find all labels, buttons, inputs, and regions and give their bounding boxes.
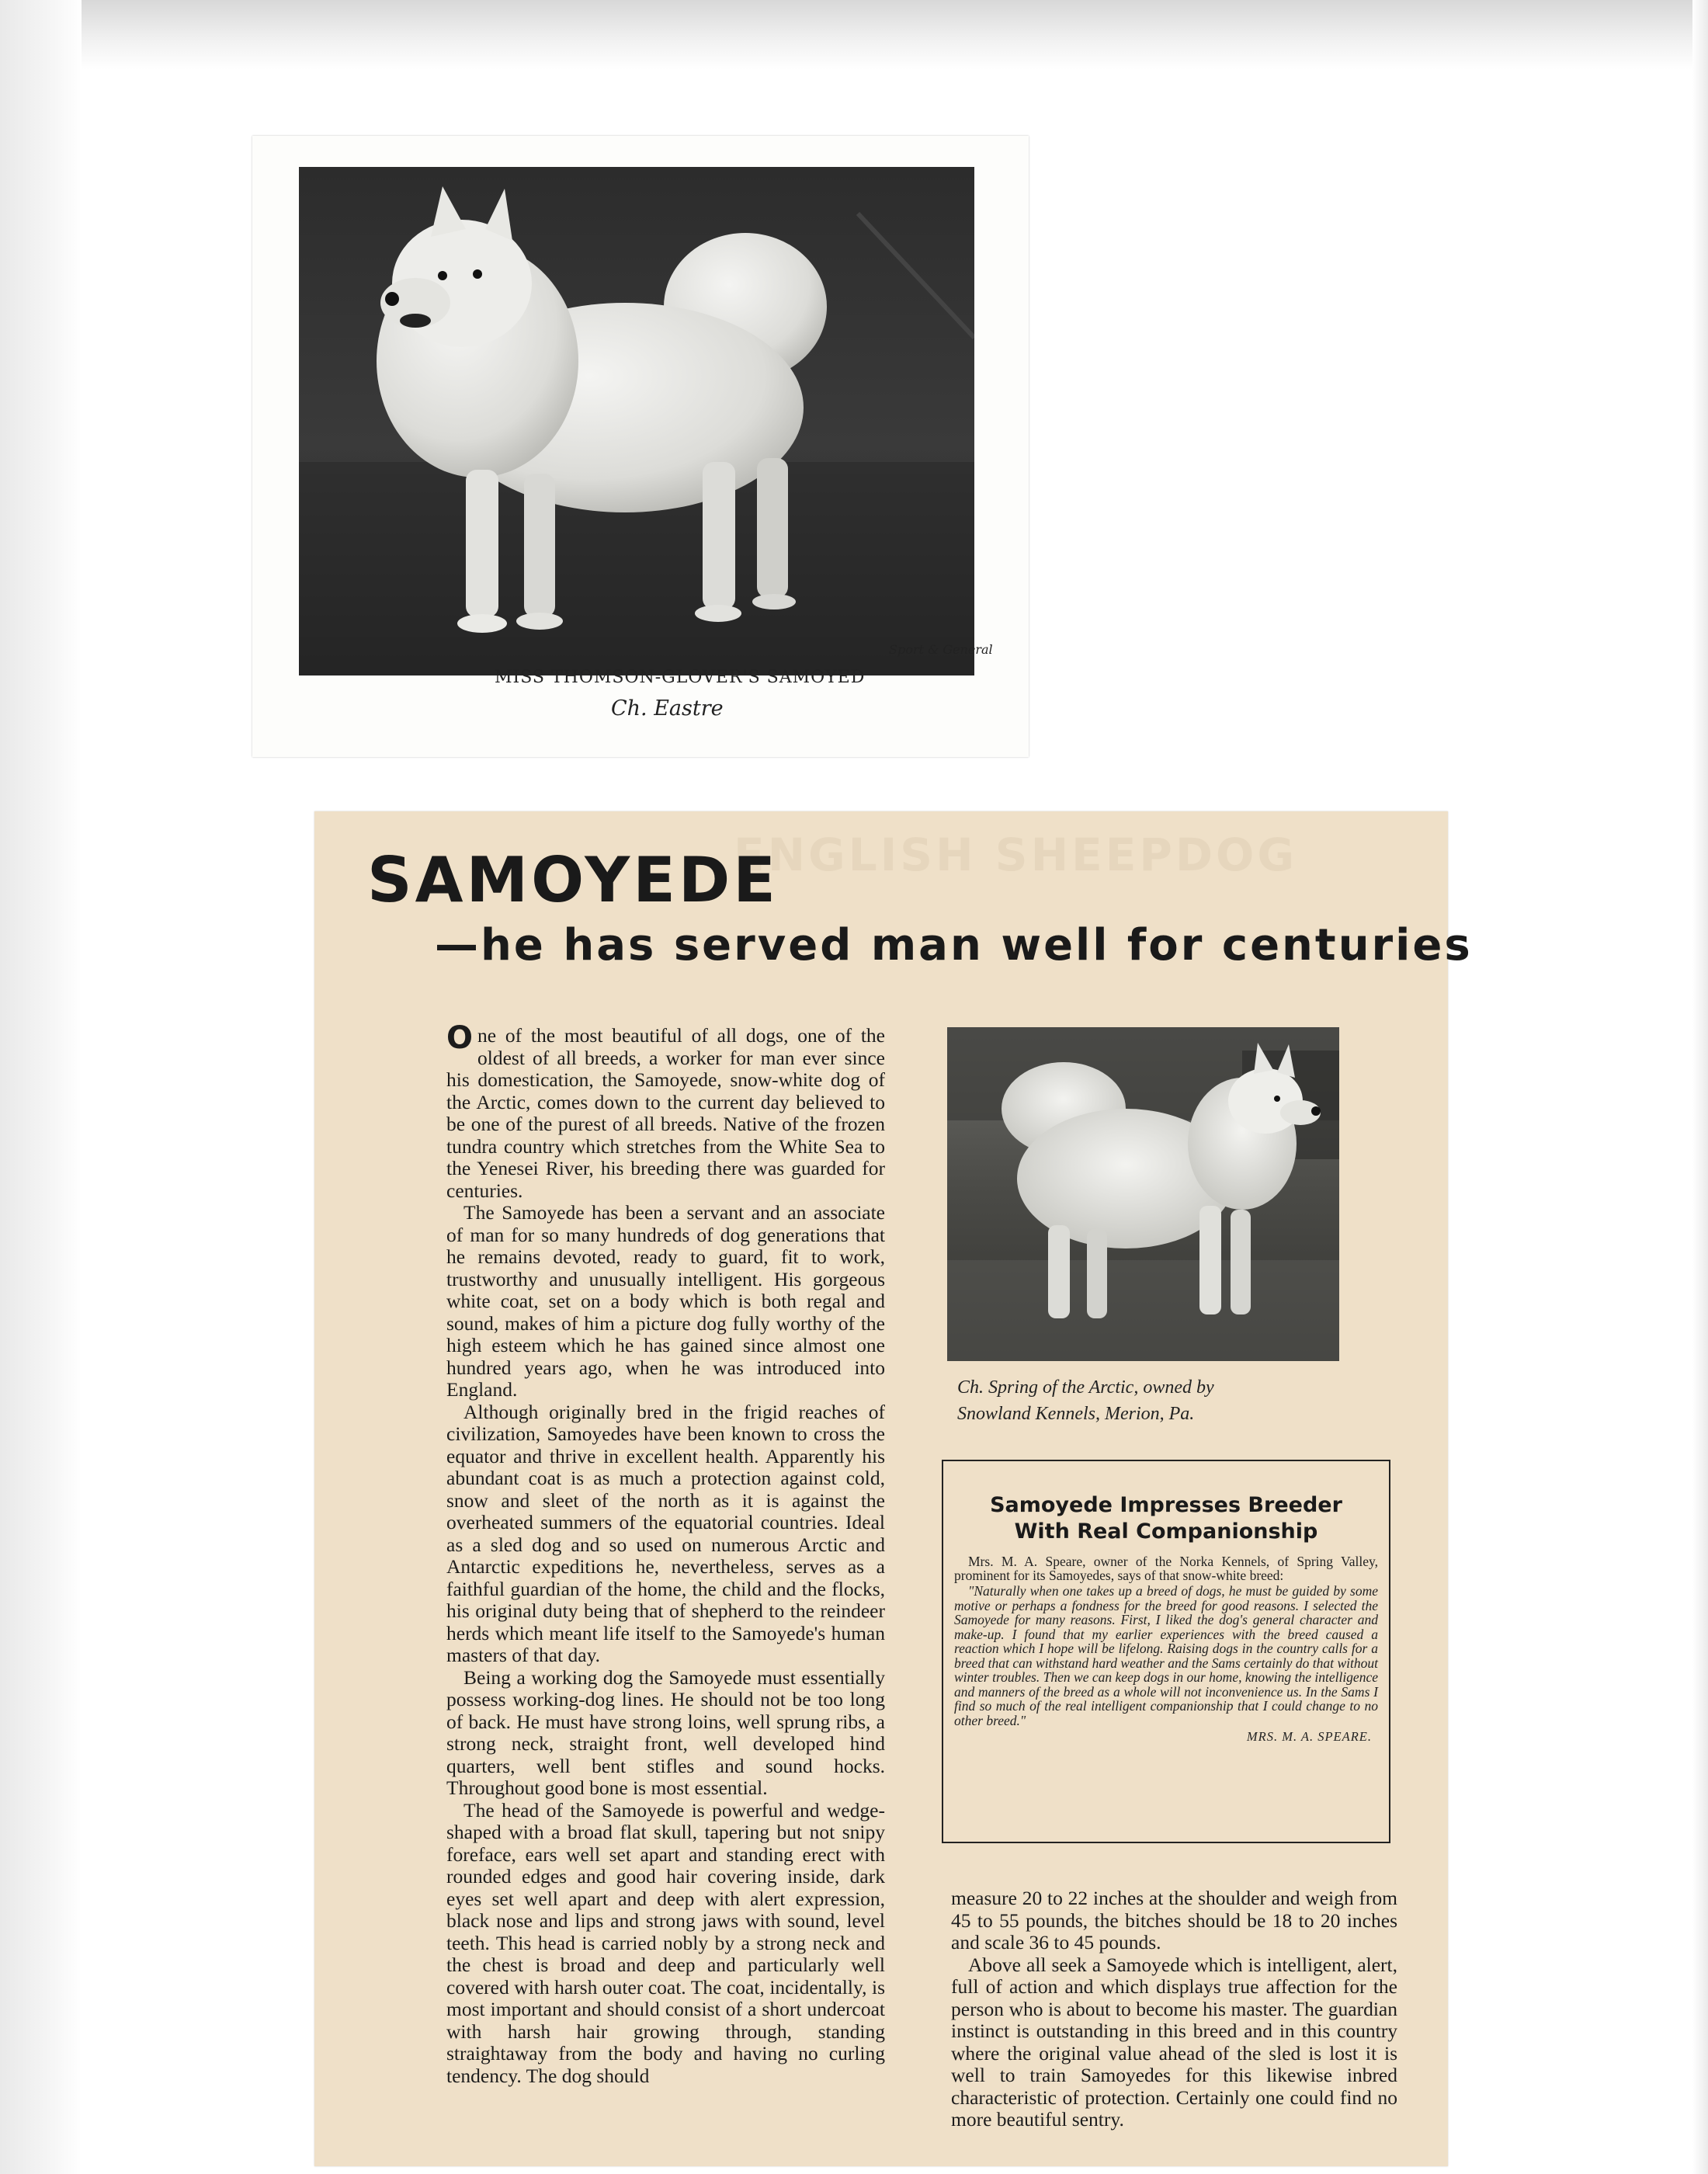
paragraph-text: ne of the most beautiful of all dogs, one of the oldest of all breeds, a worker for man ever since his domestication, the Samoyede, snow-white dog of the Arctic, comes down to the current day believed to be one of the purest of all breeds. Native of the frozen tundra country which stretches from the White Sea to the Yenesei River, his breeding there was guarded for centuries. [446,1024,885,1202]
article-paragraph: Above all seek a Samoyede which is intelligent, alert, full of action and which displays true affection for the person who is about to become his master. The guardian instinct is outstanding in this breed and in this country where the original value ahead of the sled is lost it is well to train Samoyedes for this likewise inbred characteristic of protection. Certainly one could find no more beautiful sentry. [951,1953,1397,2131]
sidebar-box [942,1460,1390,1843]
article-paragraph: Although originally bred in the frigid reaches of civilization, Samoyedes have been known to cross the equator and thrive in excellent health. Apparently his abundant coat is as much a protection against cold, snow and sleet of the north as it is against the overheated summers of the equatorial countries. Ideal as a sled dog and so used on numerous Arctic and Antarctic expeditions he, nevertheless, serves as a faithful guardian of the home, the child and the flocks, his original duty being that of shepherd to the reindeer herds which meant life itself to the Samoyede's human masters of that day. [446,1400,885,1666]
article-paragraph: Being a working dog the Samoyede must essentially possess working-dog lines. He should not be too long of back. He must have strong loins, well sprung ribs, a strong neck, straight front, well developed hind quarters, well bent stifles and sound hocks. Throughout good bone is most essential. [446,1665,885,1799]
drop-cap: O [446,1020,474,1056]
sidebar-title-line: Samoyede Impresses Breeder [990,1493,1342,1517]
article-paragraph [446,1020,885,1202]
article-title: SAMOYEDE [367,844,779,916]
sidebar-quote: "Naturally when one takes up a breed of dogs, he must be guided by some motive or perhaps a fondness for the breed for good reasons. I selected the Samoyede for many reasons. First, I liked the dog's general character and make-up. I found that my earlier experiences with the breed caused a reaction which I hope will be lifelong. Raising dogs in the country calls for a breed that can withstand hard weather and the Sams certainly do that without winter troubles. Then we can keep dogs in our home, knowing the intelligence and manners of the breed as a whole will not inconvenience us. In the Sams I find so much of the real intelligent companionship that I could change to no other breed." [954,1583,1378,1728]
sidebar-intro: Mrs. M. A. Speare, owner of the Norka Kennels, of Spring Valley, prominent for its Samoyedes, says of that snow-white breed: [954,1554,1378,1583]
bleed-through-text: ENGLISH SHEEPDOG [734,828,1297,881]
article-column-left [446,1020,885,2087]
article-paragraph: The Samoyede has been a servant and an associate of man for so many hundreds of dog generations that he remains devoted, ready to guard, fit to work, trustworthy and unusually intelligent. His gorgeous white coat, set on a body which is both regal and sound, makes of him a picture dog fully worthy of the high esteem which he has gained since almost one hundred years ago, when he was introduced into England. [446,1201,885,1401]
caption-line: Snowland Kennels, Merion, Pa. [957,1404,1195,1424]
samoyed-photo-eastre [299,167,974,675]
article-paragraph: The head of the Samoyede is powerful and wedge-shaped with a broad flat skull, tapering but not snipy foreface, ears well set apart and standing erect with rounded edges and good hair covering inside, dark eyes set well apart and deep with alert expression, black nose and lips and strong jaws with sound, level teeth. This head is carried nobly by a strong neck and the chest is broad and deep and particularly well covered with harsh outer coat. The coat, incidentally, is most important and should consist of a short undercoat with harsh hair growing through, standing straightaway from the body and having no curling tendency. The dog should [446,1798,885,2087]
article-clipping [314,811,1473,2166]
scan-shadow-top [0,0,1708,70]
article-column-right [951,1887,1397,2131]
photo-card [252,136,1029,757]
photo-credit: Sport & General [889,642,993,657]
inset-photo-caption [957,1374,1330,1427]
sidebar-title [951,1492,1381,1545]
article-subtitle: —he has served man well for centuries [435,920,1473,971]
samoyed-photo-spring-of-the-arctic [947,1027,1339,1361]
photo-caption-dog-name: Ch. Eastre [611,696,724,721]
caption-line: Ch. Spring of the Arctic, owned by [957,1377,1214,1398]
photo-caption-owner: MISS THOMSON-GLOVER'S SAMOYED [495,668,866,687]
scan-shadow-left [0,0,82,2174]
article-paragraph: measure 20 to 22 inches at the shoulder and weigh from 45 to 55 pounds, the bitches should be 18 to 20 inches and scale 36 to 45 pounds. [951,1887,1397,1953]
scan-shadow-right [1692,0,1708,2174]
sidebar-signature: MRS. M. A. SPEARE. [1246,1729,1372,1744]
sidebar-title-line: With Real Companionship [1014,1519,1318,1544]
